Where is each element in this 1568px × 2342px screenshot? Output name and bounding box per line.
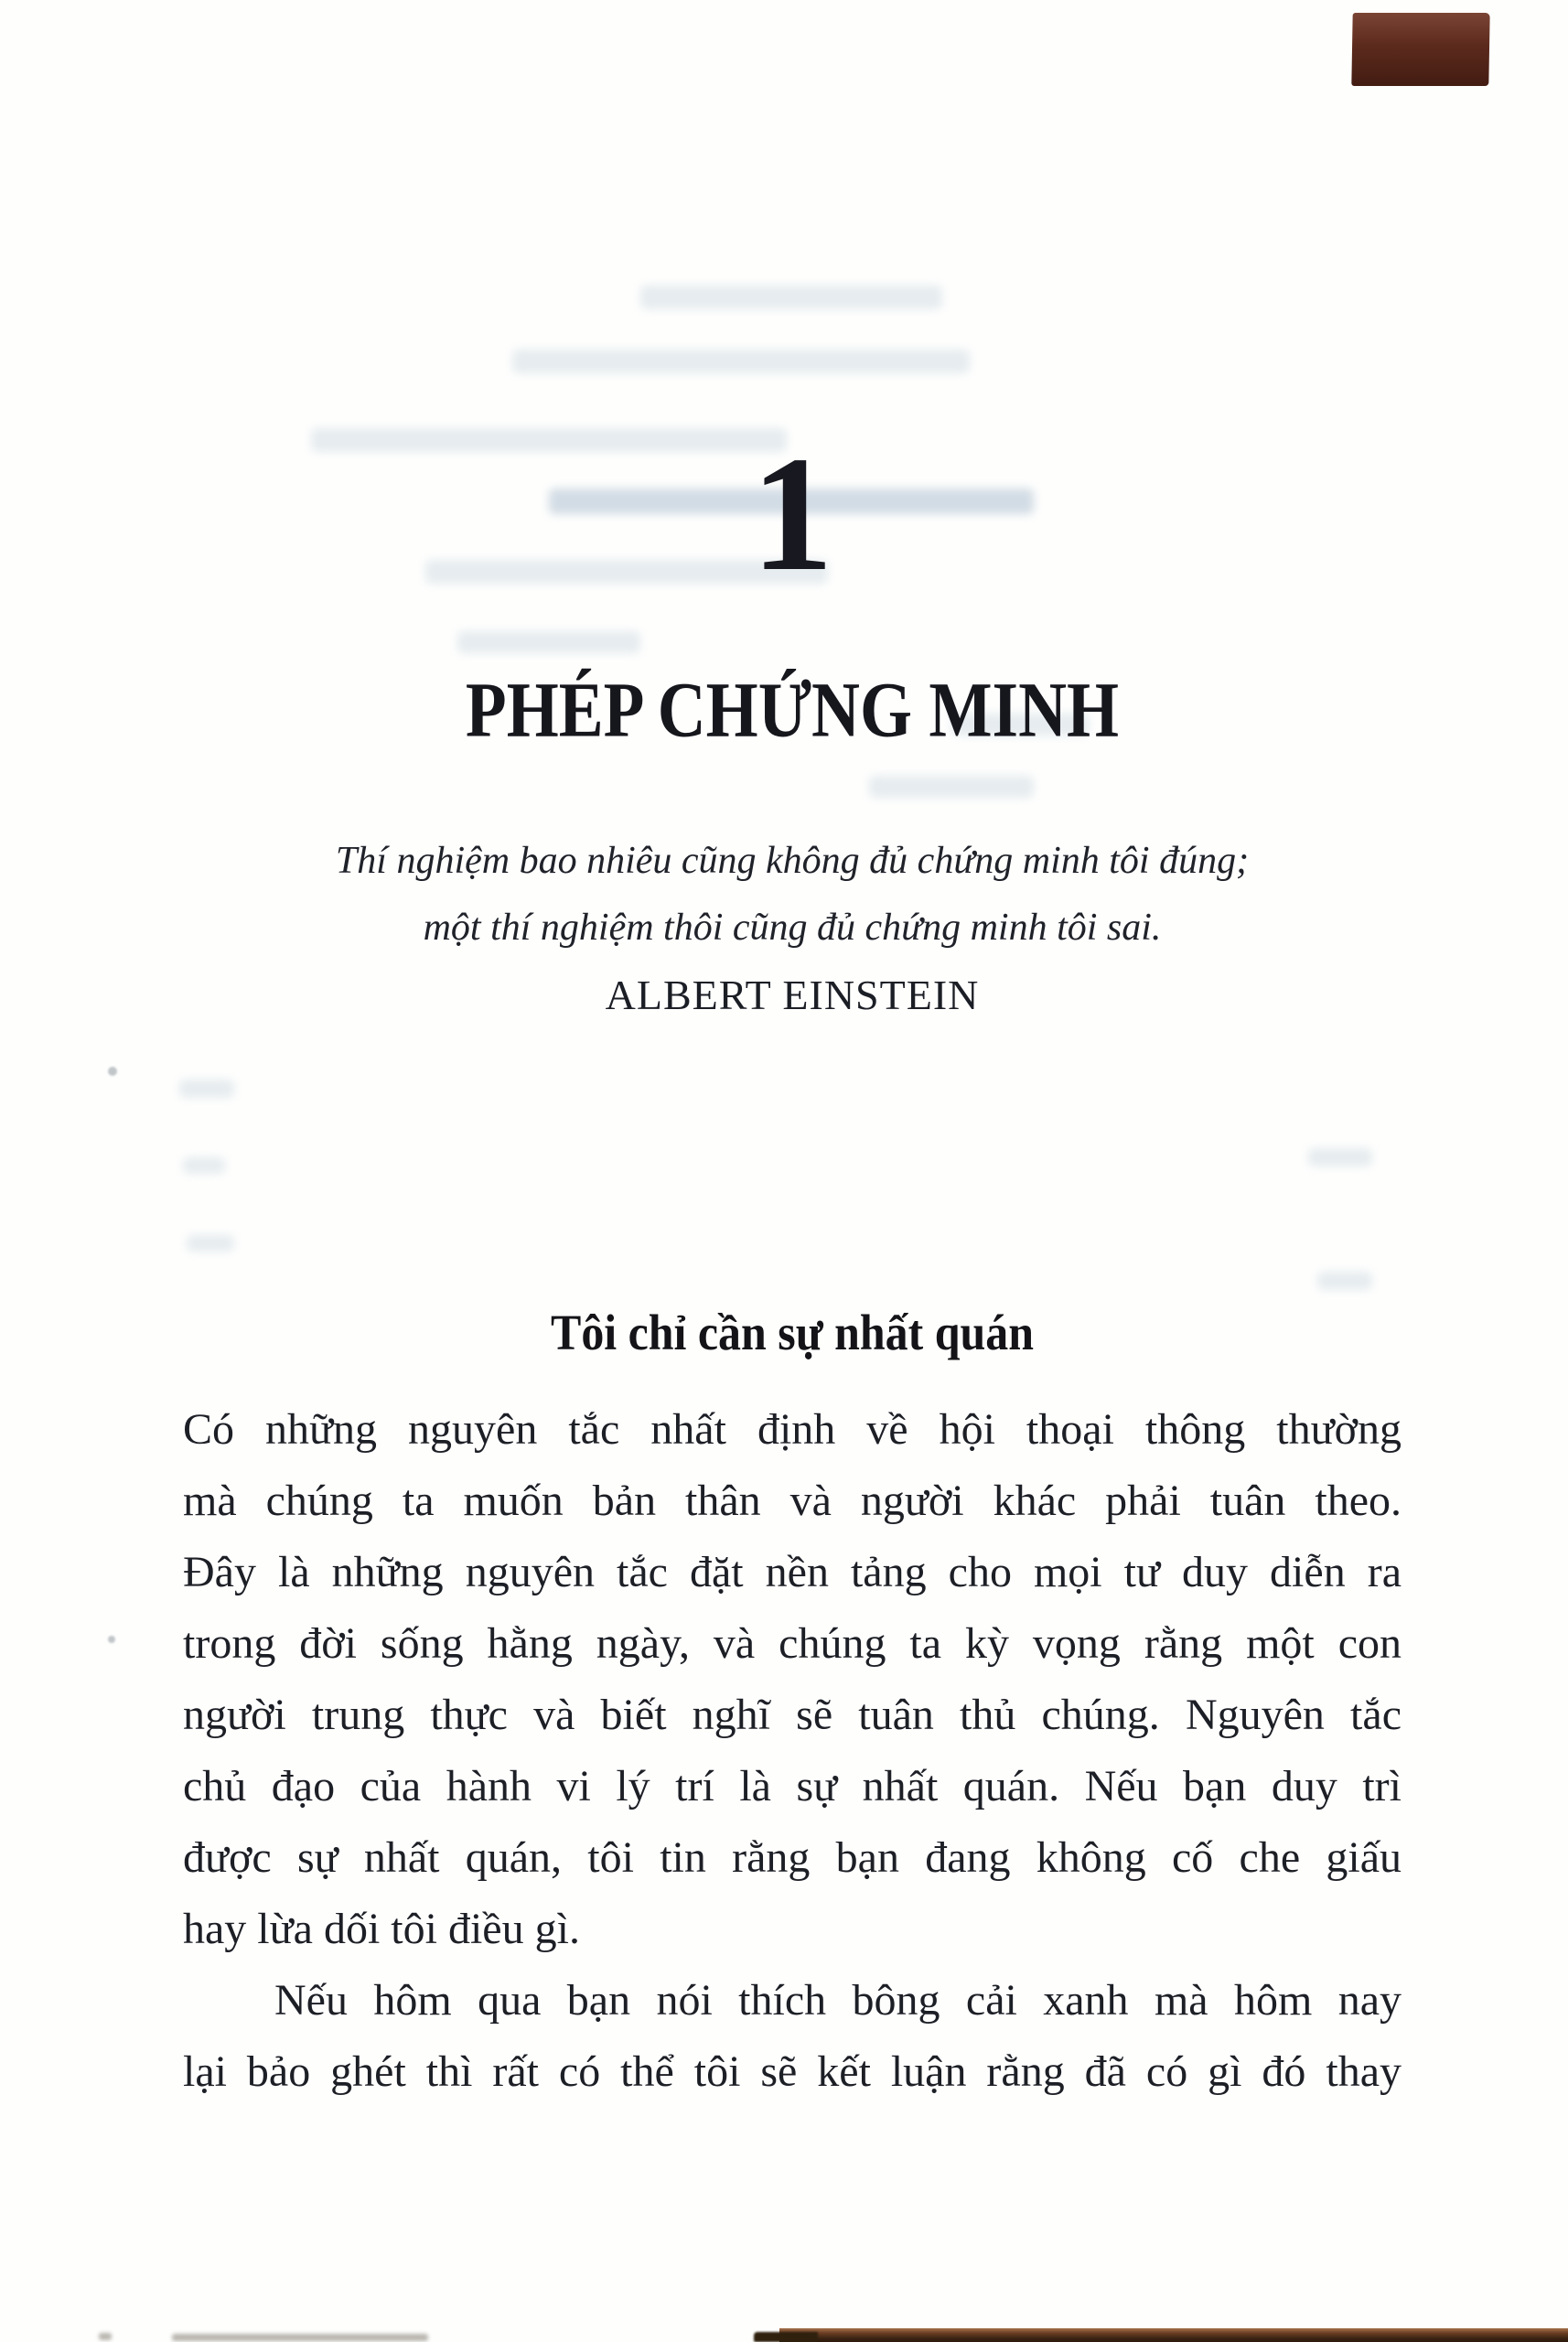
body-line: mà chúng ta muốn bản thân và người khác phải tuân theo. (183, 1477, 1402, 1525)
body-line: người trung thực và biết nghĩ sẽ tuân thủ chúng. Nguyên tắc (183, 1691, 1402, 1739)
body-line: Có những nguyên tắc nhất định về hội thoại thông thường (183, 1405, 1402, 1454)
cover-edge-top-right-artifact (1351, 13, 1489, 86)
body-line: hay lừa dối tôi điều gì. (183, 1905, 580, 1953)
body-line: lại bảo ghét thì rất có thể tôi sẽ kết luận rằng đã có gì đó thay (183, 2047, 1402, 2096)
epigraph-line-2: một thí nghiệm thôi cũng đủ chứng minh tôi sai. (423, 907, 1162, 949)
body-line: chủ đạo của hành vi lý trí là sự nhất quán. Nếu bạn duy trì (183, 1762, 1402, 1810)
section-heading: Tôi chỉ cần sự nhất quán (551, 1305, 1034, 1361)
body-line: Nếu hôm qua bạn nói thích bông cải xanh mà hôm nay (274, 1976, 1402, 2025)
bottom-left-smudge (99, 2333, 112, 2340)
epigraph (183, 828, 1402, 1028)
bottom-left-smudge (172, 2334, 428, 2341)
cover-edge-bottom-artifact (779, 2328, 1568, 2342)
epigraph-attribution: ALBERT EINSTEIN (605, 972, 980, 1018)
body-line: Đây là những nguyên tắc đặt nền tảng cho mọi tư duy diễn ra (183, 1548, 1402, 1596)
chapter-number: 1 (751, 423, 833, 605)
chapter-title: PHÉP CHỨNG MINH (465, 665, 1120, 754)
body-text (183, 1394, 1402, 2108)
epigraph-line-1: Thí nghiệm bao nhiêu cũng không đủ chứng minh tôi đúng; (335, 840, 1250, 882)
body-line: được sự nhất quán, tôi tin rằng bạn đang không cố che giấu (183, 1833, 1402, 1882)
body-line: trong đời sống hằng ngày, và chúng ta kỳ vọng rằng một con (183, 1619, 1402, 1668)
